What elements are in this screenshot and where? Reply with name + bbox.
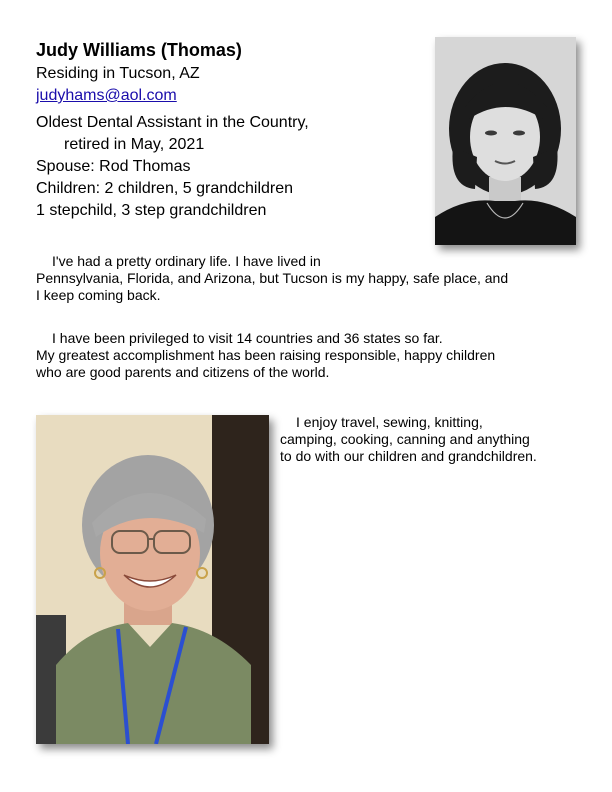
email-link[interactable]: judyhams@aol.com	[36, 87, 177, 104]
paragraph-3-line-1: I enjoy travel, sewing, knitting,	[296, 414, 483, 430]
profile-name: Judy Williams (Thomas)	[36, 40, 242, 60]
children: Children: 2 children, 5 grandchildren	[36, 180, 294, 197]
paragraph-3-line-3: to do with our children and grandchildren.	[280, 448, 537, 464]
occupation-line-1: Oldest Dental Assistant in the Country,	[36, 114, 309, 131]
paragraph-2-line-2: My greatest accomplishment has been raising responsible, happy children	[36, 347, 496, 363]
spouse: Spouse: Rod Thomas	[36, 158, 191, 175]
yearbook-photo	[435, 37, 576, 245]
residence: Residing in Tucson, AZ	[36, 65, 200, 82]
paragraph-3-line-2: camping, cooking, canning and anything	[280, 431, 530, 447]
paragraph-1-line-2: Pennsylvania, Florida, and Arizona, but Tucson is my happy, safe place, and	[36, 270, 509, 286]
stepchildren: 1 stepchild, 3 step grandchildren	[36, 202, 267, 219]
paragraph-2-line-1: I have been privileged to visit 14 countries and 36 states so far.	[52, 330, 443, 346]
recent-photo	[36, 415, 269, 744]
paragraph-2-line-3: who are good parents and citizens of the world.	[36, 364, 330, 380]
paragraph-1-line-1: I've had a pretty ordinary life. I have lived in	[52, 253, 321, 269]
occupation-line-2: retired in May, 2021	[64, 136, 205, 153]
paragraph-1-line-3: I keep coming back.	[36, 287, 161, 303]
